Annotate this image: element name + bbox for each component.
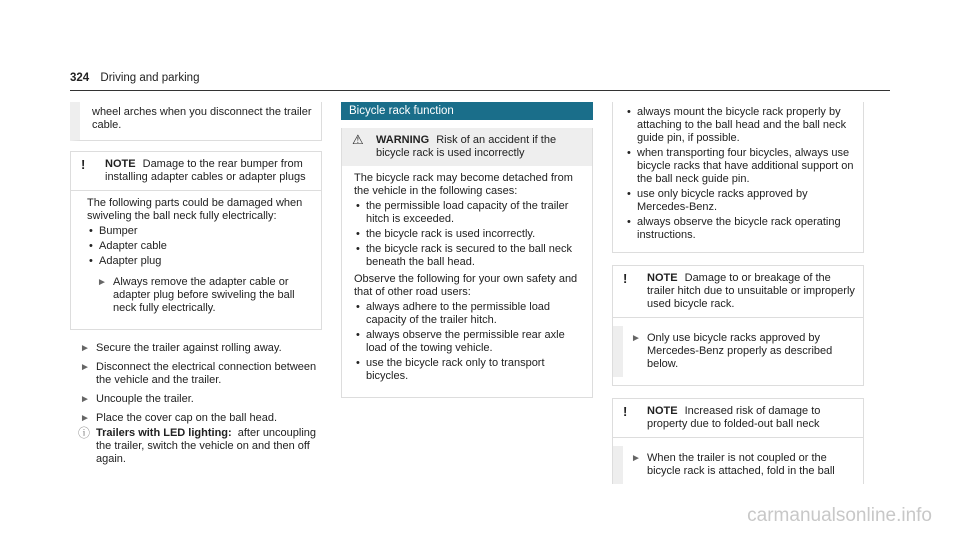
- arrow-icon: ►: [97, 277, 107, 288]
- column-2: [341, 102, 593, 398]
- notice-step-text: When the trailer is not coupled or the bicycle rack is attached, fold in the ball: [647, 452, 835, 477]
- section-name: Driving and parking: [100, 72, 200, 84]
- warning-list-2: [354, 301, 584, 383]
- notice-header: [613, 266, 863, 318]
- notice-header: [613, 399, 863, 438]
- warning-triangle-icon: ⚠: [352, 132, 364, 147]
- watermark: carmanualsonline.info: [747, 505, 932, 526]
- step: [70, 393, 322, 406]
- warning-label: WARNING: [376, 134, 430, 146]
- notice-step: [631, 332, 855, 371]
- list-item: • use the bicycle rack only to transport bicycles.: [354, 357, 584, 383]
- notice-box-hitch: [612, 265, 864, 386]
- notice-body: [71, 191, 321, 329]
- tip: [70, 427, 322, 466]
- notice-title: Damage to the rear bumper from installing adapter cables or adapter plugs: [105, 158, 306, 183]
- warning-body: [342, 166, 592, 397]
- list-item: • use only bicycle racks approved by Mercedes-Benz.: [625, 188, 855, 214]
- warning-list: [354, 200, 584, 269]
- notice-step-text: Only use bicycle racks approved by Mercedes-Benz properly as described below.: [647, 332, 833, 370]
- list-item: • Adapter cable: [87, 240, 313, 253]
- arrow-icon: ►: [80, 343, 90, 354]
- notice-label: NOTE: [647, 405, 678, 417]
- continued-text: wheel arches when you disconnect the trailer cable.: [70, 102, 322, 141]
- notice-step-box: [613, 326, 863, 377]
- warning-list-continued: [625, 106, 855, 242]
- list-item: • always observe the bicycle rack operating instructions.: [625, 216, 855, 242]
- notice-step: [631, 452, 855, 478]
- warning-box: [341, 128, 593, 398]
- notice-title: Increased risk of damage to property due to folded-out ball neck: [647, 405, 821, 430]
- exclamation-icon: !: [623, 271, 628, 286]
- arrow-icon: ►: [80, 413, 90, 424]
- notice-header: [71, 152, 321, 191]
- warning-title: Risk of an accident if the bicycle rack is used incorrectly: [376, 134, 557, 159]
- header-rule: [70, 90, 890, 91]
- list-item: • Bumper: [87, 225, 313, 238]
- column-3: [612, 102, 864, 484]
- step-text: Uncouple the trailer.: [96, 393, 194, 405]
- notice-label: NOTE: [647, 272, 678, 284]
- page-number: 324: [70, 72, 90, 84]
- arrow-icon: ►: [631, 333, 641, 344]
- column-1: [70, 102, 322, 466]
- arrow-icon: ►: [80, 362, 90, 373]
- exclamation-icon: !: [623, 404, 628, 419]
- tip-bold: Trailers with LED lighting:: [96, 427, 232, 439]
- list-item: • the permissible load capacity of the trailer hitch is exceeded.: [354, 200, 584, 226]
- notice-step-text: Always remove the adapter cable or adapter plug before swiveling the ball neck fully electrically.: [113, 276, 295, 314]
- notice-step: [87, 276, 313, 315]
- list-item: • always adhere to the permissible load capacity of the trailer hitch.: [354, 301, 584, 327]
- warning-header: [342, 128, 592, 166]
- continued-list: [612, 102, 864, 253]
- step-text: Disconnect the electrical connection between the vehicle and the trailer.: [96, 361, 317, 386]
- list-item: • Adapter plug: [87, 255, 313, 268]
- info-icon: ⓘ: [78, 426, 91, 440]
- step-text: Place the cover cap on the ball head.: [96, 412, 278, 424]
- warning-observe: Observe the following for your own safety and that of other road users:: [354, 273, 578, 298]
- exclamation-icon: !: [81, 157, 86, 172]
- list-item: • the bicycle rack is used incorrectly.: [354, 228, 584, 241]
- notice-title: Damage to or breakage of the trailer hitch due to unsuitable or improperly used bicycle rack.: [647, 272, 855, 310]
- arrow-icon: ►: [631, 453, 641, 464]
- section-title: Bicycle rack function: [341, 102, 593, 120]
- step: [70, 342, 322, 355]
- tip-text: after uncoupling the trailer, switch the vehicle on and then off again.: [96, 427, 317, 465]
- notice-label: NOTE: [105, 158, 136, 170]
- notice-step-box: [613, 446, 863, 484]
- notice-intro: The following parts could be damaged when swiveling the ball neck fully electrically:: [87, 197, 303, 222]
- list-item: • always observe the permissible rear axle load of the towing vehicle.: [354, 329, 584, 355]
- step-text: Secure the trailer against rolling away.: [96, 342, 282, 354]
- notice-box-bumper: [70, 151, 322, 330]
- notice-list: [87, 225, 313, 268]
- notice-box-ball-neck: [612, 398, 864, 484]
- step: [70, 361, 322, 387]
- step: [70, 412, 322, 425]
- steps: [70, 342, 322, 466]
- warning-intro: The bicycle rack may become detached from the vehicle in the following cases:: [354, 172, 573, 197]
- list-item: • always mount the bicycle rack properly by attaching to the ball head and the ball neck guide pin, if possible.: [625, 106, 855, 145]
- page-header: [70, 72, 199, 84]
- list-item: • the bicycle rack is secured to the ball neck beneath the ball head.: [354, 243, 584, 269]
- list-item: • when transporting four bicycles, always use bicycle racks that have additional support on the ball neck guide pin.: [625, 147, 855, 186]
- arrow-icon: ►: [80, 394, 90, 405]
